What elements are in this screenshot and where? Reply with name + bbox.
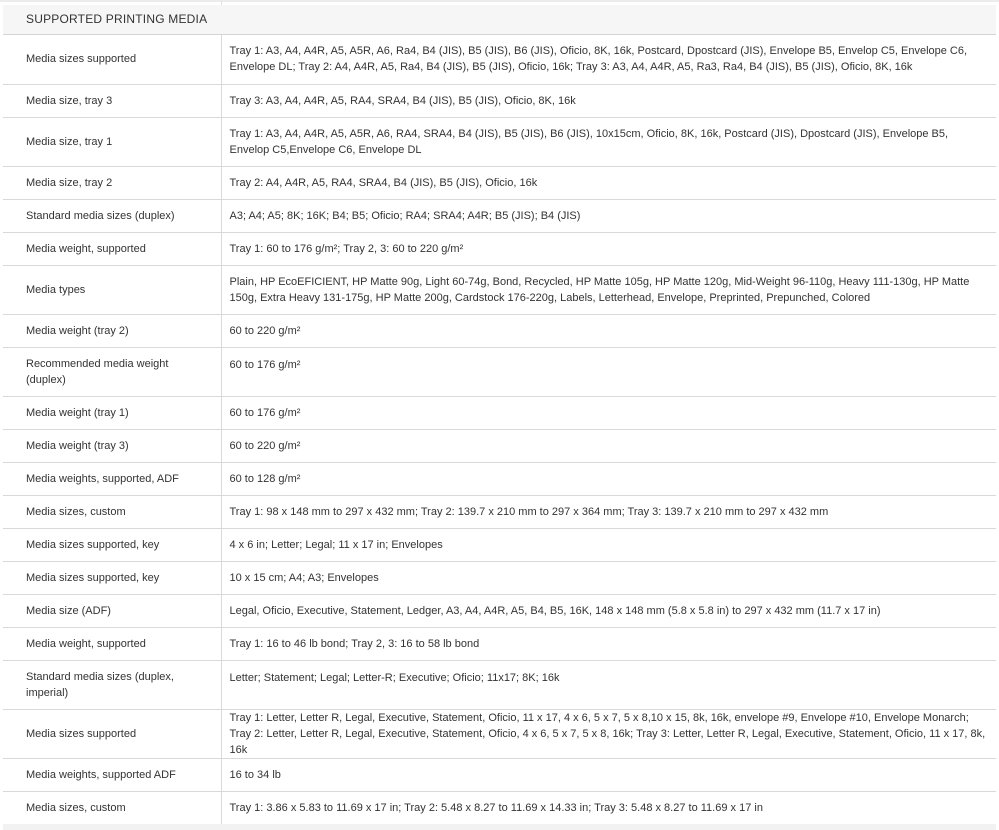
spec-row	[3, 709, 996, 758]
spec-value: Tray 1: A3, A4, A4R, A5, A5R, A6, RA4, SRA4, B4 (JIS), B5 (JIS), B6 (JIS), 10x15cm, Oficio, 8K, 16k, Postcard (JIS), Dpostcard (JIS), Envelope B5, Envelop C5,Envelope C6, Envelope DL	[221, 117, 996, 166]
spec-label: Media sizes supported, key	[3, 528, 221, 561]
spec-label: Media weight (tray 2)	[3, 314, 221, 347]
spec-row	[3, 166, 996, 199]
spec-label: Media weight (tray 1)	[3, 396, 221, 429]
spec-label: Media sizes, custom	[3, 495, 221, 528]
spec-value: Legal, Oficio, Executive, Statement, Ledger, A3, A4, A4R, A5, B4, B5, 16K, 148 x 148 mm (5.8 x 5.8 in) to 297 x 432 mm (11.7 x 17 in)	[221, 594, 996, 627]
spec-label: Media weight, supported	[3, 232, 221, 265]
spec-value: 10 x 15 cm; A4; A3; Envelopes	[221, 561, 996, 594]
spec-label: Media weight, supported	[3, 627, 221, 660]
spec-value: 60 to 128 g/m²	[221, 462, 996, 495]
spec-table	[3, 35, 996, 825]
next-section-strip	[3, 824, 996, 830]
spec-label: Media size, tray 2	[3, 166, 221, 199]
spec-value: 4 x 6 in; Letter; Legal; 11 x 17 in; Envelopes	[221, 528, 996, 561]
spec-value: 60 to 220 g/m²	[221, 314, 996, 347]
spec-row	[3, 199, 996, 232]
spec-label: Media size, tray 1	[3, 117, 221, 166]
spec-row	[3, 265, 996, 314]
spec-row	[3, 232, 996, 265]
spec-table-body	[3, 35, 996, 824]
spec-value: 60 to 176 g/m²	[221, 347, 996, 396]
spec-row	[3, 495, 996, 528]
spec-row	[3, 791, 996, 824]
spec-value: Tray 1: A3, A4, A4R, A5, A5R, A6, Ra4, B4 (JIS), B5 (JIS), B6 (JIS), Oficio, 8K, 16k, Postcard, Dpostcard (JIS), Envelope B5, Envelop C5, Envelope C6, Envelope DL; Tray 2: A4, A4R, A5, Ra4, B4 (JIS), B5 (JIS), Oficio, 16k; Tray 3: A3, A4, A4R, A5, Ra3, Ra4, B4 (JIS), B5 (JIS), Oficio, 8K, 16k	[221, 35, 996, 84]
spec-value: Tray 2: A4, A4R, A5, RA4, SRA4, B4 (JIS), B5 (JIS), Oficio, 16k	[221, 166, 996, 199]
spec-row	[3, 117, 996, 166]
spec-row	[3, 594, 996, 627]
spec-row	[3, 660, 996, 709]
spec-label: Media weight (tray 3)	[3, 429, 221, 462]
spec-value: Tray 1: 98 x 148 mm to 297 x 432 mm; Tray 2: 139.7 x 210 mm to 297 x 364 mm; Tray 3: 139.7 x 210 mm to 297 x 432 mm	[221, 495, 996, 528]
spec-value: 60 to 220 g/m²	[221, 429, 996, 462]
spec-row	[3, 561, 996, 594]
top-divider	[0, 0, 999, 2]
spec-row	[3, 627, 996, 660]
spec-label: Media size, tray 3	[3, 84, 221, 117]
spec-label: Recommended media weight (duplex)	[3, 347, 221, 396]
spec-row	[3, 84, 996, 117]
spec-label: Media sizes supported	[3, 35, 221, 84]
spec-value: Tray 1: 3.86 x 5.83 to 11.69 x 17 in; Tray 2: 5.48 x 8.27 to 11.69 x 14.33 in; Tray 3: 5.48 x 8.27 to 11.69 x 17 in	[221, 791, 996, 824]
spec-value: 16 to 34 lb	[221, 758, 996, 791]
spec-row	[3, 429, 996, 462]
spec-label: Media sizes supported	[3, 709, 221, 758]
spec-row	[3, 35, 996, 84]
spec-row	[3, 462, 996, 495]
spec-label: Standard media sizes (duplex, imperial)	[3, 660, 221, 709]
spec-row	[3, 347, 996, 396]
spec-row	[3, 396, 996, 429]
spec-row	[3, 528, 996, 561]
spec-value: Tray 3: A3, A4, A4R, A5, RA4, SRA4, B4 (JIS), B5 (JIS), Oficio, 8K, 16k	[221, 84, 996, 117]
spec-label: Media sizes supported, key	[3, 561, 221, 594]
spec-label: Standard media sizes (duplex)	[3, 199, 221, 232]
spec-value: A3; A4; A5; 8K; 16K; B4; B5; Oficio; RA4; SRA4; A4R; B5 (JIS); B4 (JIS)	[221, 199, 996, 232]
spec-value: Tray 1: 16 to 46 lb bond; Tray 2, 3: 16 to 58 lb bond	[221, 627, 996, 660]
spec-value: Tray 1: Letter, Letter R, Legal, Executive, Statement, Oficio, 11 x 17, 4 x 6, 5 x 7, 5 x 8,10 x 15, 8k, 16k, envelope #9, Envelope #10, Envelope Monarch; Tray 2: Letter, Letter R, Legal, Executive, Statement, Oficio, 4 x 6, 5 x 7, 5 x 8, 16k; Tray 3: Letter, Letter R, Legal, Executive, Statement, Oficio, 11 x 17, 8k, 16k	[221, 709, 996, 758]
spec-value: Tray 1: 60 to 176 g/m²; Tray 2, 3: 60 to 220 g/m²	[221, 232, 996, 265]
spec-value: Letter; Statement; Legal; Letter-R; Executive; Oficio; 11x17; 8K; 16k	[221, 660, 996, 709]
section-header	[3, 5, 996, 35]
section-title: SUPPORTED PRINTING MEDIA	[26, 12, 208, 26]
spec-label: Media size (ADF)	[3, 594, 221, 627]
spec-value: 60 to 176 g/m²	[221, 396, 996, 429]
spec-value: Plain, HP EcoEFICIENT, HP Matte 90g, Light 60-74g, Bond, Recycled, HP Matte 105g, HP Matte 120g, Mid-Weight 96-110g, Heavy 111-130g, HP Matte 150g, Extra Heavy 131-175g, HP Matte 200g, Cardstock 176-220g, Labels, Letterhead, Envelope, Preprinted, Prepunched, Colored	[221, 265, 996, 314]
spec-label: Media types	[3, 265, 221, 314]
spec-row	[3, 758, 996, 791]
spec-label: Media weights, supported ADF	[3, 758, 221, 791]
spec-row	[3, 314, 996, 347]
spec-label: Media weights, supported, ADF	[3, 462, 221, 495]
spec-label: Media sizes, custom	[3, 791, 221, 824]
